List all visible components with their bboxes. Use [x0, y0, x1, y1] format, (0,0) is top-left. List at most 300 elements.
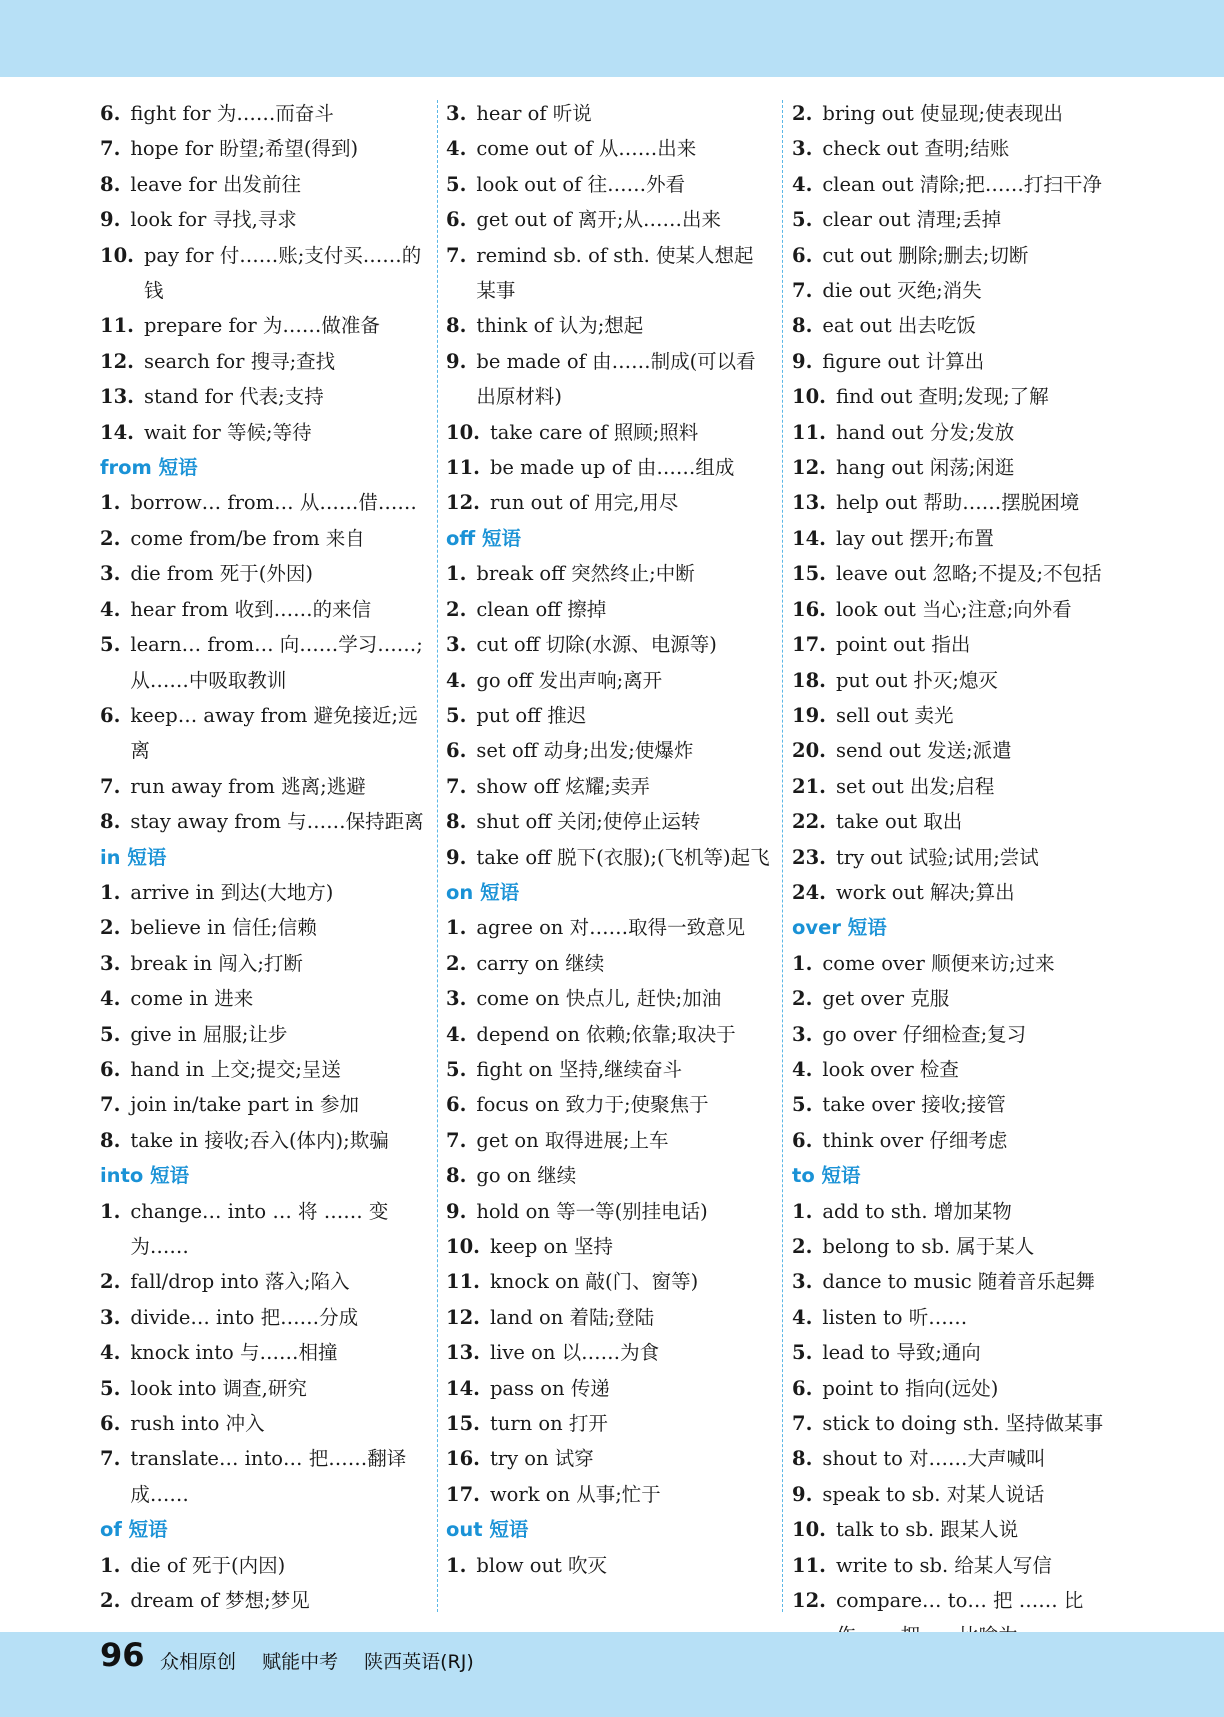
entry-number: 2. [446, 951, 467, 975]
entry-text: send out 发送;派遣 [835, 739, 1012, 763]
page-number: 96 [100, 1636, 145, 1674]
entry-text: search for 搜寻;查找 [143, 349, 336, 373]
entry-text: help out 帮助……摆脱困境 [835, 491, 1080, 515]
footer-slogan: 赋能中考 [262, 1651, 339, 1673]
entry-number: 7. [100, 1093, 121, 1117]
entry-number: 12. [100, 349, 134, 373]
phrase-entry [446, 1229, 772, 1264]
phrase-entry [446, 131, 772, 166]
phrase-entry [446, 981, 772, 1016]
entry-number: 6. [792, 1376, 813, 1400]
entry-text: break off 突然终止;中断 [476, 562, 695, 586]
entry-text: hope for 盼望;希望(得到) [130, 137, 359, 161]
phrase-entry [100, 1583, 426, 1618]
entry-text: take in 接收;吞入(体内);欺骗 [130, 1128, 389, 1152]
phrase-entry [446, 1335, 772, 1370]
phrase-entry [792, 1194, 1122, 1229]
entry-text: depend on 依赖;依靠;取决于 [476, 1022, 736, 1046]
footer-brand: 众相原创 [160, 1651, 237, 1673]
entry-number: 13. [446, 1341, 480, 1365]
phrase-entry [100, 1017, 426, 1052]
entry-number: 6. [446, 739, 467, 763]
phrase-entry [446, 1300, 772, 1335]
entry-number: 21. [792, 774, 826, 798]
entry-number: 17. [446, 1482, 480, 1506]
entry-text: compare… to… 把 …… 比 [835, 1589, 1084, 1613]
phrase-entry [792, 840, 1122, 875]
entry-number: 8. [446, 314, 467, 338]
entry-number: 5. [100, 1022, 121, 1046]
entry-number: 8. [446, 810, 467, 834]
entry-number: 3. [100, 951, 121, 975]
entry-text: look out 当心;注意;向外看 [835, 597, 1072, 621]
entry-number: 10. [100, 243, 134, 267]
phrase-entry [100, 698, 426, 769]
entry-number: 1. [100, 1553, 121, 1577]
entry-text: clear out 清理;丢掉 [822, 208, 1002, 232]
section-heading: out 短语 [446, 1518, 529, 1542]
entry-text: point out 指出 [835, 633, 971, 657]
phrase-entry [446, 1123, 772, 1158]
phrase-entry [100, 96, 426, 131]
entry-number: 9. [792, 1482, 813, 1506]
entry-text: rush into 冲入 [130, 1412, 265, 1436]
phrase-entry [792, 1371, 1122, 1406]
phrase-entry [446, 1194, 772, 1229]
entry-text: take out 取出 [835, 810, 963, 834]
phrase-entry [100, 1441, 426, 1512]
phrase-entry [792, 96, 1122, 131]
phrase-entry [446, 415, 772, 450]
phrase-entry [446, 733, 772, 768]
phrase-entry [446, 485, 772, 520]
entry-text: hear from 收到……的来信 [130, 597, 372, 621]
entry-number: 14. [792, 526, 826, 550]
entry-number: 8. [100, 810, 121, 834]
entry-text: bring out 使显现;使表现出 [822, 102, 1064, 125]
entry-text: get out of 离开;从……出来 [476, 208, 721, 232]
entry-number: 1. [792, 951, 813, 975]
phrase-entry [100, 804, 426, 839]
entry-text: go off 发出声响;离开 [476, 668, 663, 692]
entry-text: leave out 忽略;不提及;不包括 [835, 562, 1102, 586]
entry-number: 2. [100, 916, 121, 940]
phrase-entry [100, 1371, 426, 1406]
phrase-entry [446, 1406, 772, 1441]
phrase-entry [446, 840, 772, 875]
entry-text: be made of 由……制成(可以看出原材料) [476, 349, 756, 409]
phrase-entry [792, 1477, 1122, 1512]
entry-number: 13. [100, 385, 134, 409]
entry-text: take off 脱下(衣服);(飞机等)起飞 [476, 845, 770, 869]
entry-number: 4. [792, 172, 813, 196]
entry-text: hear of 听说 [476, 102, 592, 125]
phrase-entry [100, 308, 426, 343]
phrase-entry [792, 875, 1122, 910]
entry-number: 9. [446, 1199, 467, 1223]
entry-text: set out 出发;启程 [835, 774, 995, 798]
entry-text: point to 指向(远处) [822, 1376, 999, 1400]
entry-number: 19. [792, 703, 826, 727]
phrase-entry [792, 379, 1122, 414]
entry-number: 11. [446, 456, 480, 480]
entry-text: think of 认为;想起 [476, 314, 644, 338]
phrase-entry [100, 1087, 426, 1122]
entry-text: try out 试验;试用;尝试 [835, 845, 1039, 869]
entry-text: carry on 继续 [476, 951, 605, 975]
phrase-entry [792, 485, 1122, 520]
entry-text: put out 扑灭;熄灭 [835, 668, 998, 692]
entry-number: 7. [100, 774, 121, 798]
entry-text: come out of 从……出来 [476, 137, 697, 161]
phrase-entry [100, 167, 426, 202]
phrase-entry [446, 946, 772, 981]
phrase-entry [792, 415, 1122, 450]
entry-text: live on 以……为食 [489, 1341, 660, 1365]
entry-number: 3. [446, 102, 467, 125]
entry-number: 1. [100, 491, 121, 515]
section-heading: of 短语 [100, 1518, 168, 1542]
entry-number: 2. [792, 987, 813, 1011]
phrase-entry [792, 627, 1122, 662]
entry-text: keep on 坚持 [489, 1235, 614, 1258]
entry-text: come from/be from 来自 [130, 526, 365, 550]
phrase-entry [100, 344, 426, 379]
entry-text: leave for 出发前往 [130, 172, 301, 196]
entry-number: 6. [792, 1128, 813, 1152]
entry-text: fall/drop into 落入;陷入 [130, 1270, 350, 1294]
phrase-entry [446, 804, 772, 839]
phrase-entry [446, 96, 772, 131]
entry-number: 6. [100, 703, 121, 727]
phrase-entry [100, 946, 426, 981]
entry-text: cut out 删除;删去;切断 [822, 243, 1029, 267]
entry-number: 16. [446, 1447, 480, 1471]
entry-number: 6. [100, 102, 121, 125]
entry-number: 5. [446, 703, 467, 727]
entry-number: 1. [100, 880, 121, 904]
entry-text: work on 从事;忙于 [489, 1482, 661, 1506]
phrase-entry [792, 769, 1122, 804]
entry-number: 7. [792, 1412, 813, 1436]
phrase-entry [792, 1441, 1122, 1476]
entry-text: sell out 卖光 [835, 703, 954, 727]
entry-text: change… into … 将 …… 变为…… [130, 1199, 389, 1258]
entry-number: 3. [792, 137, 813, 161]
phrase-entry [792, 946, 1122, 981]
entry-number: 10. [446, 1235, 480, 1258]
entry-number: 14. [446, 1376, 480, 1400]
phrase-entry [446, 308, 772, 343]
entry-number: 7. [446, 243, 467, 267]
entry-number: 7. [446, 1128, 467, 1152]
entry-number: 4. [792, 1305, 813, 1329]
entry-text: eat out 出去吃饭 [822, 314, 976, 338]
entry-number: 5. [446, 172, 467, 196]
entry-number: 15. [446, 1412, 480, 1436]
entry-number: 12. [792, 456, 826, 480]
entry-text: stand for 代表;支持 [143, 385, 324, 409]
entry-text: keep… away from 避免接近;远离 [130, 703, 418, 763]
phrase-entry [100, 875, 426, 910]
phrase-entry [100, 415, 426, 450]
entry-number: 4. [792, 1057, 813, 1081]
phrase-entry [446, 1052, 772, 1087]
phrase-entry [792, 1052, 1122, 1087]
phrase-entry [446, 592, 772, 627]
entry-number: 18. [792, 668, 826, 692]
entry-number: 8. [446, 1164, 467, 1188]
phrase-entry [446, 202, 772, 237]
phrase-entry [446, 450, 772, 485]
entry-text: check out 查明;结账 [822, 137, 1010, 161]
footer-band [0, 1632, 1224, 1717]
entry-number: 5. [100, 1376, 121, 1400]
entry-number: 2. [100, 526, 121, 550]
phrase-entry [792, 1406, 1122, 1441]
phrase-entry [792, 1512, 1122, 1547]
entry-text: think over 仔细考虑 [822, 1128, 1008, 1152]
entry-text: shut off 关闭;使停止运转 [476, 810, 701, 834]
entry-number: 6. [100, 1057, 121, 1081]
entry-text: go over 仔细检查;复习 [822, 1022, 1027, 1046]
entry-number: 3. [446, 633, 467, 657]
section-heading: off 短语 [446, 526, 521, 550]
phrase-entry [100, 238, 426, 309]
entry-text: come over 顺便来访;过来 [822, 951, 1055, 975]
entry-text: get over 克服 [822, 987, 950, 1011]
entry-text: focus on 致力于;使聚焦于 [476, 1093, 709, 1117]
entry-text: die from 死于(外因) [130, 562, 314, 586]
entry-text: arrive in 到达(大地方) [130, 880, 334, 904]
phrase-entry [792, 1335, 1122, 1370]
entry-text: fight on 坚持,继续奋斗 [476, 1057, 683, 1081]
entry-number: 4. [100, 1341, 121, 1365]
entry-text: learn… from… 向……学习……;从……中吸取教训 [130, 633, 423, 692]
section-heading: to 短语 [792, 1164, 861, 1188]
phrase-entry [792, 1548, 1122, 1583]
entry-text: land on 着陆;登陆 [489, 1305, 655, 1329]
entry-text: look out of 往……外看 [476, 172, 686, 196]
entry-number: 3. [792, 1022, 813, 1046]
entry-number: 2. [100, 1270, 121, 1294]
phrase-entry [792, 238, 1122, 273]
entry-text: remind sb. of sth. 使某人想起某事 [476, 243, 754, 303]
entry-number: 8. [792, 1447, 813, 1471]
phrase-entry [792, 1087, 1122, 1122]
entry-text: pass on 传递 [489, 1376, 610, 1400]
entry-number: 6. [446, 208, 467, 232]
phrase-entry [100, 1123, 426, 1158]
section-heading: on 短语 [446, 880, 520, 904]
entry-number: 1. [100, 1199, 121, 1223]
phrase-entry [792, 131, 1122, 166]
entry-number: 1. [446, 916, 467, 940]
entry-text: add to sth. 增加某物 [822, 1199, 1012, 1223]
column-divider [437, 100, 438, 1612]
entry-number: 2. [446, 597, 467, 621]
phrase-entry [446, 1087, 772, 1122]
phrase-entry [792, 273, 1122, 308]
phrase-entry [446, 1477, 772, 1512]
entry-number: 9. [446, 349, 467, 373]
entry-number: 4. [446, 1022, 467, 1046]
entry-text: dream of 梦想;梦见 [130, 1589, 310, 1613]
entry-number: 2. [792, 102, 813, 125]
entry-number: 4. [446, 668, 467, 692]
entry-number: 14. [100, 420, 134, 444]
entry-number: 5. [792, 1341, 813, 1365]
footer-book: 陕西英语(RJ) [364, 1651, 474, 1673]
phrase-entry [792, 308, 1122, 343]
entry-number: 11. [446, 1270, 480, 1294]
entry-text: find out 查明;发现;了解 [835, 385, 1049, 409]
entry-number: 7. [792, 279, 813, 303]
entry-number: 5. [100, 633, 121, 657]
entry-number: 1. [446, 1553, 467, 1577]
entry-text: hang out 闲荡;闲逛 [835, 456, 1015, 480]
entry-text: look over 检查 [822, 1057, 959, 1081]
entry-number: 12. [792, 1589, 826, 1613]
phrase-entry [792, 1123, 1122, 1158]
entry-number: 3. [100, 1305, 121, 1329]
entry-text: die of 死于(内因) [130, 1553, 286, 1577]
entry-number: 5. [446, 1057, 467, 1081]
entry-text: break in 闯入;打断 [130, 951, 303, 975]
entry-number: 3. [792, 1270, 813, 1294]
header-band [0, 0, 1224, 77]
entry-text: believe in 信任;信赖 [130, 916, 317, 940]
entry-text: pay for 付……账;支付买……的钱 [143, 243, 422, 303]
phrase-entry [446, 663, 772, 698]
phrase-entry [446, 1158, 772, 1193]
entry-text: knock on 敲(门、窗等) [489, 1270, 699, 1294]
entry-text: put off 推迟 [476, 703, 587, 727]
entry-number: 4. [100, 597, 121, 621]
entry-text: come in 进来 [130, 987, 254, 1011]
phrase-entry [792, 981, 1122, 1016]
phrase-entry [100, 485, 426, 520]
phrase-entry [100, 556, 426, 591]
entry-number: 6. [100, 1412, 121, 1436]
entry-number: 10. [792, 385, 826, 409]
phrase-entry [792, 698, 1122, 733]
phrase-entry [446, 910, 772, 945]
entry-number: 10. [792, 1518, 826, 1542]
phrase-entry [792, 1017, 1122, 1052]
entry-number: 16. [792, 597, 826, 621]
entry-number: 11. [100, 314, 134, 338]
entry-text: lead to 导致;通向 [822, 1341, 981, 1365]
phrase-entry [446, 1017, 772, 1052]
entry-text: take over 接收;接管 [822, 1093, 1006, 1117]
phrase-entry [792, 733, 1122, 768]
entry-text: cut off 切除(水源、电源等) [476, 633, 717, 657]
column-divider [782, 100, 783, 1612]
phrase-entry [100, 202, 426, 237]
phrase-entry [100, 131, 426, 166]
entry-number: 5. [792, 1093, 813, 1117]
entry-number: 1. [446, 562, 467, 586]
entry-number: 11. [792, 1553, 826, 1577]
entry-text: hold on 等一等(别挂电话) [476, 1199, 708, 1223]
phrase-entry [792, 1264, 1122, 1299]
entry-text: write to sb. 给某人写信 [835, 1553, 1052, 1577]
phrase-entry [100, 1264, 426, 1299]
entry-number: 2. [792, 1235, 813, 1258]
entry-number: 9. [446, 845, 467, 869]
entry-text: try on 试穿 [489, 1447, 594, 1471]
phrase-entry [446, 238, 772, 309]
phrase-entry [100, 627, 426, 698]
entry-text: lay out 摆开;布置 [835, 526, 994, 550]
entry-text: listen to 听…… [822, 1305, 968, 1329]
phrase-entry [100, 379, 426, 414]
entry-text: talk to sb. 跟某人说 [835, 1518, 1019, 1542]
phrase-entry [100, 910, 426, 945]
entry-number: 7. [100, 1447, 121, 1471]
entry-text: speak to sb. 对某人说话 [822, 1482, 1045, 1506]
entry-text: figure out 计算出 [822, 349, 985, 373]
section-heading: into 短语 [100, 1164, 190, 1188]
entry-text: get on 取得进展;上车 [476, 1128, 669, 1152]
entry-text: shout to 对……大声喊叫 [822, 1447, 1046, 1471]
phrase-entry [792, 804, 1122, 839]
column-1 [100, 96, 426, 1616]
section-heading: from 短语 [100, 456, 198, 480]
entry-number: 7. [446, 774, 467, 798]
entry-text: hand in 上交;提交;呈送 [130, 1057, 341, 1081]
entry-number: 11. [792, 420, 826, 444]
phrase-entry [792, 521, 1122, 556]
entry-text: belong to sb. 属于某人 [822, 1235, 1035, 1258]
entry-number: 4. [100, 987, 121, 1011]
phrase-entry [792, 1300, 1122, 1335]
entry-number: 1. [792, 1199, 813, 1223]
entry-text: knock into 与……相撞 [130, 1341, 338, 1365]
entry-number: 8. [100, 172, 121, 196]
entry-number: 8. [100, 1128, 121, 1152]
entry-number: 3. [100, 562, 121, 586]
entry-text: turn on 打开 [489, 1412, 608, 1436]
entry-number: 9. [792, 349, 813, 373]
entry-text: die out 灭绝;消失 [822, 279, 982, 303]
entry-text: hand out 分发;发放 [835, 420, 1015, 444]
entry-number: 8. [792, 314, 813, 338]
entry-number: 6. [792, 243, 813, 267]
phrase-entry [446, 556, 772, 591]
entry-number: 12. [446, 491, 480, 515]
entry-text: look into 调查,研究 [130, 1376, 307, 1400]
column-3 [792, 96, 1122, 1616]
entry-number: 15. [792, 562, 826, 586]
phrase-entry [792, 450, 1122, 485]
phrase-entry [100, 1300, 426, 1335]
entry-number: 23. [792, 845, 826, 869]
entry-text: blow out 吹灭 [476, 1553, 608, 1577]
phrase-entry [792, 592, 1122, 627]
entry-text: join in/take part in 参加 [130, 1093, 359, 1117]
phrase-entry [446, 167, 772, 202]
entry-text: set off 动身;出发;使爆炸 [476, 739, 694, 763]
entry-number: 10. [446, 420, 480, 444]
phrase-entry [792, 167, 1122, 202]
entry-text: fight for 为……而奋斗 [130, 102, 334, 125]
entry-number: 17. [792, 633, 826, 657]
phrase-entry [446, 344, 772, 415]
entry-text: wait for 等候;等待 [143, 420, 312, 444]
phrase-entry [446, 698, 772, 733]
